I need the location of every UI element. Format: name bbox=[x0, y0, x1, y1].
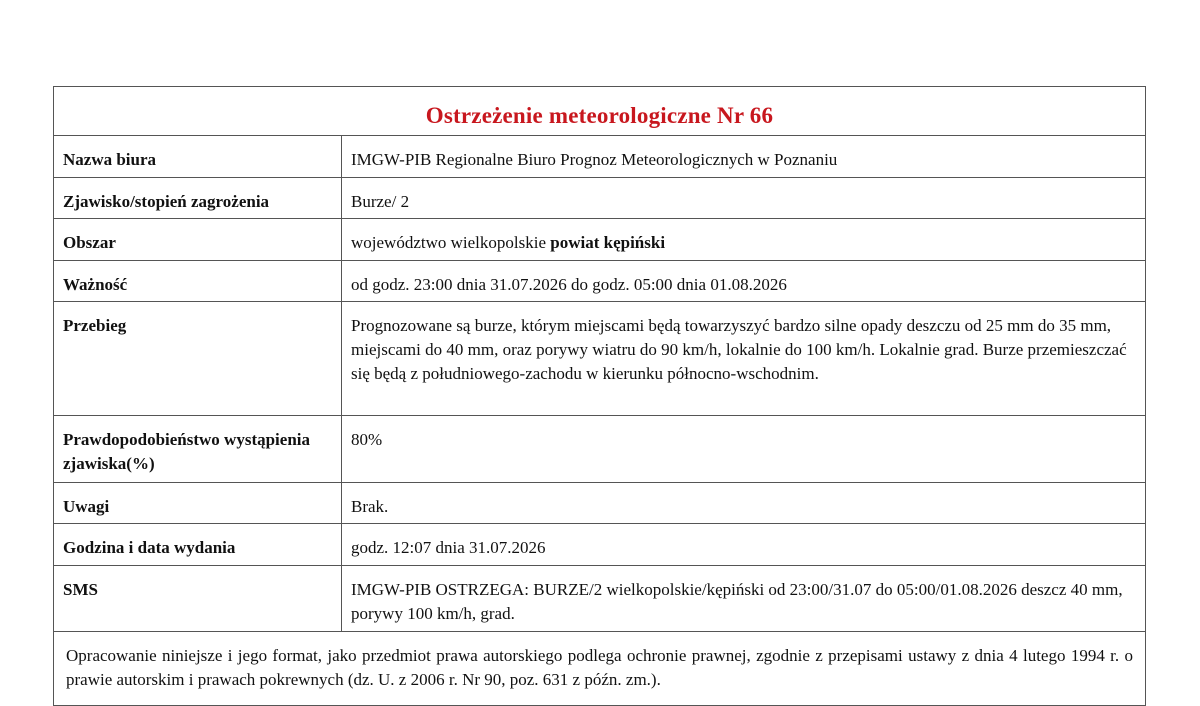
value-issued: godz. 12:07 dnia 31.07.2026 bbox=[351, 538, 546, 557]
label-phenomenon: Zjawisko/stopień zagrożenia bbox=[54, 178, 342, 218]
value-sms: IMGW-PIB OSTRZEGA: BURZE/2 wielkopolskie/kępiński od 23:00/31.07 do 05:00/01.08.2026 deszcz 40 mm, porywy 100 km/h, grad. bbox=[351, 580, 1123, 623]
value-remarks: Brak. bbox=[351, 497, 389, 516]
value-office: IMGW-PIB Regionalne Biuro Prognoz Meteorologicznych w Poznaniu bbox=[351, 150, 838, 169]
label-probability: Prawdopodobieństwo wystąpienia zjawiska(%) bbox=[54, 416, 342, 482]
label-sms: SMS bbox=[54, 566, 342, 631]
row-issued bbox=[54, 524, 1145, 566]
value-course: Prognozowane są burze, którym miejscami będą towarzyszyć bardzo silne opady deszczu od 25 mm do 35 mm, miejscami do 40 mm, oraz porywy wiatru do 90 km/h, lokalnie do 100 km/h. Lokalnie grad. Burze przemieszczać się będą z południowego-zachodu w kierunku północno-wschodnim. bbox=[351, 316, 1127, 383]
row-office bbox=[54, 136, 1145, 178]
label-issued: Godzina i data wydania bbox=[54, 524, 342, 565]
label-validity: Ważność bbox=[54, 261, 342, 301]
row-validity bbox=[54, 261, 1145, 302]
label-remarks: Uwagi bbox=[54, 483, 342, 523]
row-phenomenon bbox=[54, 178, 1145, 219]
label-course: Przebieg bbox=[54, 302, 342, 415]
copyright-notice: Opracowanie niniejsze i jego format, jako przedmiot prawa autorskiego podlega ochronie prawnej, zgodnie z przepisami ustawy z dnia 4 lutego 1994 r. o prawie autorskim i prawach pokrewnych (dz. U. z 2006 r. Nr 90, poz. 631 z późn. zm.). bbox=[66, 646, 1133, 689]
document-title: Ostrzeżenie meteorologiczne Nr 66 bbox=[425, 103, 774, 128]
row-course bbox=[54, 302, 1145, 416]
value-validity: od godz. 23:00 dnia 31.07.2026 do godz. 05:00 dnia 01.08.2026 bbox=[351, 275, 787, 294]
row-remarks bbox=[54, 483, 1145, 524]
value-area bbox=[342, 219, 1145, 260]
value-probability: 80% bbox=[351, 430, 383, 449]
value-area-region: województwo wielkopolskie bbox=[351, 233, 551, 252]
title-row bbox=[54, 87, 1145, 136]
row-sms bbox=[54, 566, 1145, 632]
value-phenomenon: Burze/ 2 bbox=[351, 192, 410, 211]
value-area-county: powiat kępiński bbox=[550, 233, 666, 252]
label-office: Nazwa biura bbox=[54, 136, 342, 177]
label-area: Obszar bbox=[54, 219, 342, 260]
warning-document bbox=[53, 86, 1146, 706]
row-probability bbox=[54, 416, 1145, 483]
row-area bbox=[54, 219, 1145, 261]
